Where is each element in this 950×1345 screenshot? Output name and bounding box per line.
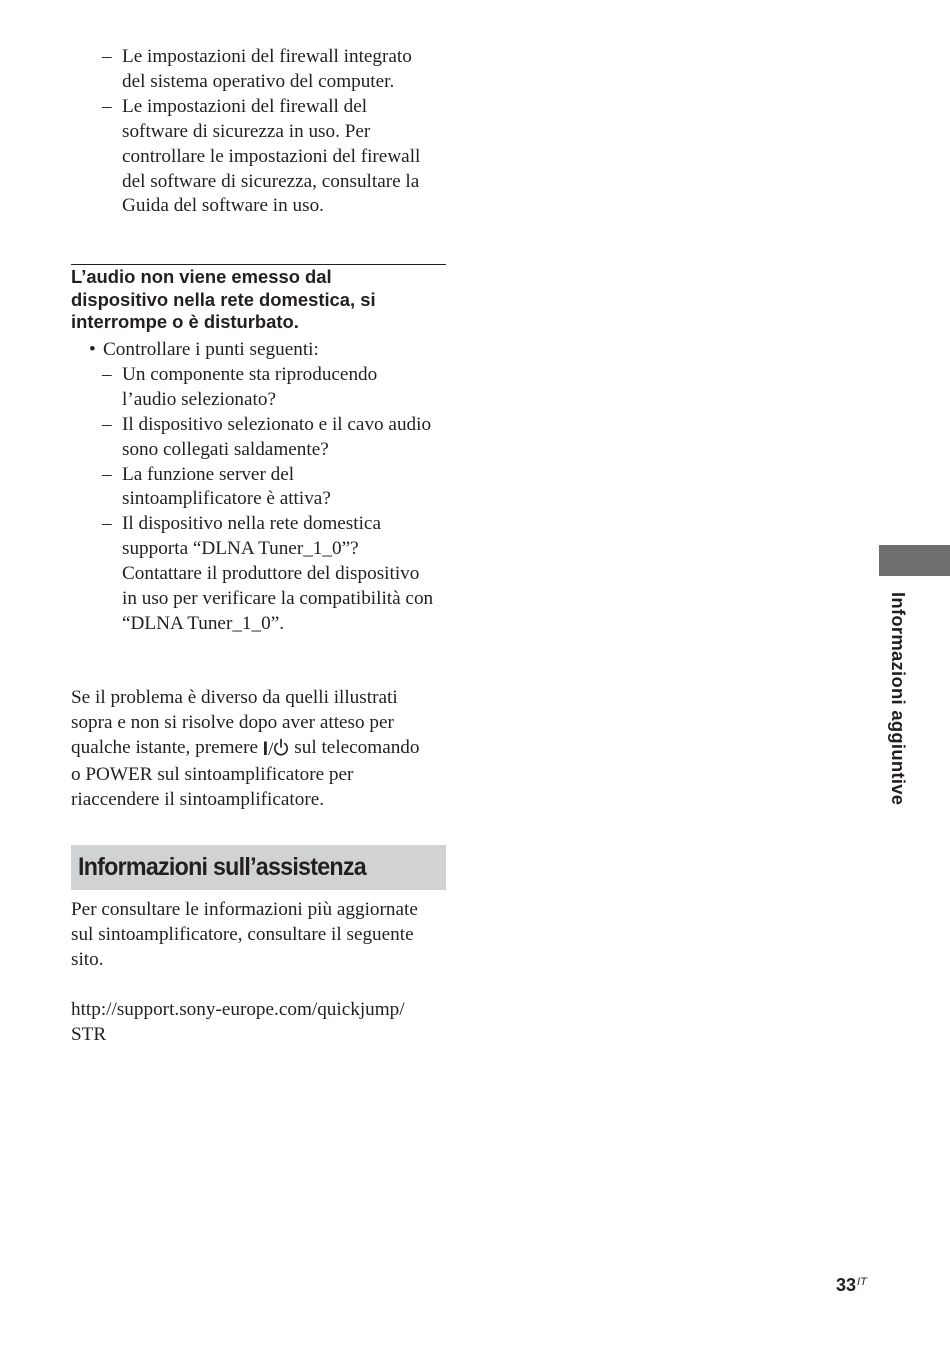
list-item <box>71 95 446 220</box>
firewall-list <box>71 45 446 219</box>
list-line: Un componente sta riproducendo <box>122 363 378 385</box>
dash-marker: – <box>102 513 112 535</box>
dash-marker: – <box>102 463 112 485</box>
list-line: l’audio selezionato? <box>122 388 276 410</box>
side-tab-label: Informazioni aggiuntive <box>888 592 909 806</box>
assistance-section-header <box>71 845 446 890</box>
list-line: supporta “DLNA Tuner_1_0”? <box>122 538 359 560</box>
paragraph-line: sul sintoamplificatore, consultare il seguente <box>71 923 414 945</box>
list-line: del sistema operativo del computer. <box>122 70 395 92</box>
dash-marker: – <box>102 95 112 117</box>
support-url <box>71 998 446 1048</box>
power-bar-glyph: I <box>262 738 269 760</box>
bullet-marker: • <box>89 339 96 360</box>
list-item <box>71 413 446 463</box>
page-number <box>836 1275 867 1296</box>
paragraph-text: qualche istante, premere <box>71 736 263 758</box>
url-line: STR <box>71 1023 107 1045</box>
restart-paragraph <box>71 686 446 813</box>
section-divider <box>71 264 446 265</box>
paragraph-line <box>71 736 446 763</box>
check-list <box>71 338 446 637</box>
dash-marker: – <box>102 363 112 385</box>
power-standby-icon <box>263 738 290 763</box>
power-slash-glyph: / <box>268 738 274 760</box>
section-title: Informazioni sull’assistenza <box>78 853 366 881</box>
list-line: controllare le impostazioni del firewall <box>122 145 421 167</box>
list-line: La funzione server del <box>122 463 295 485</box>
paragraph-line: Per consultare le informazioni più aggiornate <box>71 899 418 920</box>
page-language-suffix: IT <box>857 1276 867 1288</box>
heading-line: dispositivo nella rete domestica, si <box>71 288 376 310</box>
bullet-item <box>71 338 446 363</box>
heading-line: L’audio non viene emesso dal <box>71 266 332 287</box>
list-line: Il dispositivo selezionato e il cavo audio <box>122 413 432 435</box>
paragraph-line: riaccendere il sintoamplificatore. <box>71 788 325 810</box>
list-line: in uso per verificare la compatibilità con <box>122 588 434 610</box>
list-line: sono collegati saldamente? <box>122 438 329 460</box>
side-tab-marker <box>879 545 950 576</box>
list-line: “DLNA Tuner_1_0”. <box>122 612 285 634</box>
url-line: http://support.sony-europe.com/quickjump/ <box>71 999 405 1020</box>
paragraph-line: sito. <box>71 948 104 970</box>
list-item <box>71 363 446 413</box>
list-line: sintoamplificatore è attiva? <box>122 488 331 510</box>
list-line: Le impostazioni del firewall integrato <box>122 46 412 67</box>
list-item <box>71 463 446 513</box>
power-circle-glyph <box>273 738 289 757</box>
page-number-value: 33 <box>836 1275 857 1295</box>
list-item <box>71 512 446 637</box>
heading-line: interrompe o è disturbato. <box>71 311 299 333</box>
list-item <box>71 45 446 95</box>
assistance-paragraph <box>71 898 446 973</box>
list-line: software di sicurezza in uso. Per <box>122 120 371 142</box>
list-line: del software di sicurezza, consultare la <box>122 170 420 192</box>
dash-marker: – <box>102 46 112 67</box>
list-line: Contattare il produttore del dispositivo <box>122 563 420 585</box>
paragraph-line: Se il problema è diverso da quelli illustrati <box>71 687 398 708</box>
bullet-text: Controllare i punti seguenti: <box>103 339 319 360</box>
problem-heading <box>71 266 446 334</box>
list-line: Guida del software in uso. <box>122 195 324 217</box>
paragraph-line: o POWER sul sintoamplificatore per <box>71 763 354 785</box>
list-line: Il dispositivo nella rete domestica <box>122 513 381 535</box>
dash-marker: – <box>102 413 112 435</box>
list-line: Le impostazioni del firewall del <box>122 95 368 117</box>
paragraph-line: sopra e non si risolve dopo aver atteso per <box>71 711 394 733</box>
paragraph-text: sul telecomando <box>289 736 420 758</box>
